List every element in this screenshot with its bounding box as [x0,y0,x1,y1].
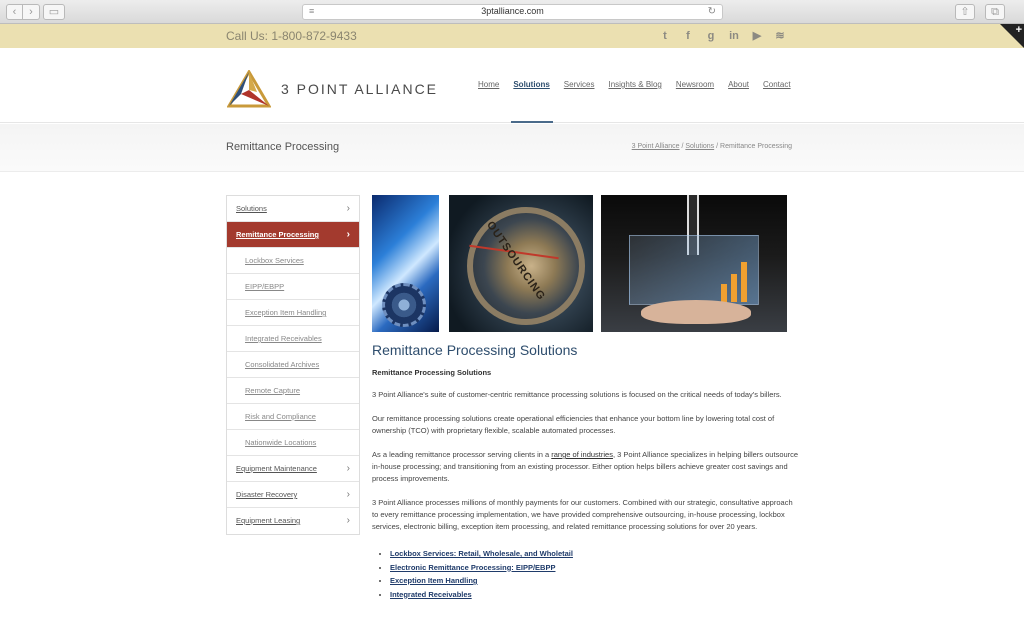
nav-newsroom[interactable]: Newsroom [675,80,715,89]
url-text: 3ptalliance.com [481,6,544,16]
lockbox-services-link[interactable]: Lockbox Services: Retail, Wholesale, and Wholetail [390,549,573,558]
plus-icon[interactable]: + [1015,24,1022,36]
history-buttons [6,4,40,20]
solutions-link-list [372,547,800,601]
share-icon[interactable]: ⇧ [955,4,975,20]
logo-icon[interactable] [227,70,271,113]
content-heading: Remittance Processing Solutions [372,342,578,358]
social-links [658,29,787,43]
hands-graphic [641,300,751,324]
paragraph-4: 3 Point Alliance processes millions of monthly payments for our customers. Combined with our strategic, consultative approach to every remittance processing implementation, we have provided comprehensive outsourcing, in-house processing, lockbox services, electronic billing, exception item processing, and related remittance processing solutions for over 20 years. [372,498,793,531]
linkedin-icon[interactable]: in [729,30,739,42]
sidebar-item-eipp-ebpp[interactable] [227,274,359,300]
integrated-receivables-link[interactable]: Integrated Receivables [390,589,472,599]
page-title: Remittance Processing [226,141,340,153]
nav-solutions[interactable]: Solutions [513,80,550,89]
sidebar-item-label: Remittance Processing [236,230,319,239]
tech-gear-image [372,195,439,332]
sidebar-item-label: Risk and Compliance [245,412,316,421]
sidebar-item-consolidated-archives[interactable] [227,352,359,378]
phone-number: Call Us: 1-800-872-9433 [226,29,357,43]
main-nav [478,80,791,89]
list-item [390,547,800,561]
sidebar-item-exception-item-handling[interactable] [227,300,359,326]
reload-icon[interactable]: ↻ [707,6,716,17]
sidebar-item-equipment-leasing[interactable] [227,508,359,534]
list-item [390,588,800,602]
sidebar-item-label: Lockbox Services [245,256,304,265]
outsourcing-word: OUTSOURCING [484,219,548,303]
sidebar-item-label: Solutions [236,204,267,213]
forward-button[interactable]: › [23,4,40,20]
breadcrumb-current: Remittance Processing [720,143,792,150]
browser-toolbar [0,0,1024,24]
sidebar-toggle-icon[interactable]: ▭ [43,4,65,20]
nav-home[interactable]: Home [478,80,500,89]
paragraph-2: Our remittance processing solutions create operational efficiencies that enhance your bottom line by lowering total cost of ownership (TCO) with proprietary flexible, scalable automated processes. [372,414,775,435]
chevron-right-icon: › [346,489,350,500]
outsourcing-clock-image [449,195,593,332]
list-item [390,561,800,575]
twitter-icon[interactable]: t [663,30,667,42]
gear-icon [382,283,426,327]
active-nav-indicator [511,121,553,123]
sidebar-item-nationwide-locations[interactable] [227,430,359,456]
page-title-band [0,124,1024,172]
breadcrumb: 3 Point Alliance / Solutions / Remittance Processing [631,143,792,150]
sidebar-item-label: Exception Item Handling [245,308,327,317]
logo-text[interactable]: 3 POINT ALLIANCE [281,81,439,97]
site-header [0,48,1024,123]
rss-icon[interactable]: ≋ [775,30,785,42]
nav-insights-blog[interactable]: Insights & Blog [608,80,662,89]
chevron-right-icon: › [346,515,350,526]
facebook-icon[interactable]: f [686,30,690,42]
sidebar-item-remote-capture[interactable] [227,378,359,404]
sidebar-item-risk-and-compliance[interactable] [227,404,359,430]
sidebar-item-label: EIPP/EBPP [245,282,285,291]
sidebar-item-label: Equipment Maintenance [236,464,317,473]
main-content [372,195,800,601]
business-graph-image [601,195,787,332]
sidebar-menu [226,195,360,535]
graph-bar [731,274,737,302]
paragraph-3-end: , 3 Point Alliance specializes in helping billers outsource in-house processing; and transitioning from an existing processor. Either option helps billers achieve greater cost savings and process improvements. [372,450,799,483]
range-of-industries-link[interactable]: range of industries [551,450,613,459]
chevron-right-icon: › [346,229,350,240]
youtube-icon[interactable]: ▶ [752,30,762,42]
content-subtitle: Remittance Processing Solutions [372,368,492,377]
sidebar-item-label: Consolidated Archives [245,360,320,369]
nav-about[interactable]: About [728,80,749,89]
paragraph-1: 3 Point Alliance's suite of customer-centric remittance processing solutions is focused on the critical needs of today's billers. [372,390,782,399]
sidebar-item-label: Disaster Recovery [236,490,298,499]
google-plus-icon[interactable]: g [707,30,715,42]
paragraph-3-start: As a leading remittance processor serving clients in a [372,450,552,459]
sidebar-item-label: Integrated Receivables [245,334,322,343]
list-item [390,574,800,588]
graph-bar [741,262,747,302]
graph-screen [629,235,759,305]
paragraph-3 [372,449,800,485]
breadcrumb-home[interactable]: 3 Point Alliance [631,143,680,150]
chevron-right-icon: › [346,203,350,214]
sidebar-item-label: Remote Capture [245,386,301,395]
exception-item-handling-link[interactable]: Exception Item Handling [390,576,478,585]
sidebar-item-equipment-maintenance[interactable] [227,456,359,482]
back-button[interactable]: ‹ [6,4,23,20]
electronic-remittance-link[interactable]: Electronic Remittance Processing: EIPP/EBPP [390,562,556,572]
tabs-icon[interactable]: ⧉ [985,4,1005,20]
contact-bar [0,24,1024,48]
sidebar-item-solutions[interactable] [227,196,359,222]
address-bar[interactable] [302,4,723,20]
sidebar-item-label: Nationwide Locations [245,438,317,447]
sidebar-item-label: Equipment Leasing [236,516,301,525]
hero-images [372,195,800,332]
reader-icon[interactable]: ≡ [309,6,315,16]
graph-bar [721,284,727,302]
nav-contact[interactable]: Contact [763,80,791,89]
sidebar-item-disaster-recovery[interactable] [227,482,359,508]
chevron-right-icon: › [346,463,350,474]
sidebar-item-integrated-receivables[interactable] [227,326,359,352]
nav-services[interactable]: Services [563,80,595,89]
breadcrumb-solutions[interactable]: Solutions [685,143,715,150]
sidebar-item-lockbox-services[interactable] [227,248,359,274]
sidebar-item-remittance-processing[interactable] [227,222,359,248]
